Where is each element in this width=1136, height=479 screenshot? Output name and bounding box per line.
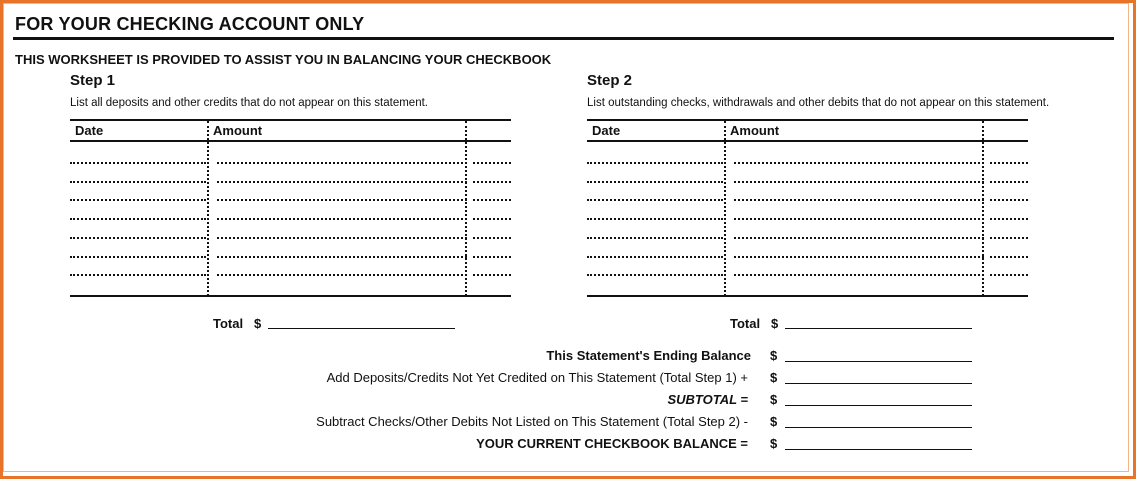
step2-entry-line[interactable] [734, 237, 984, 239]
step1-entry-line[interactable] [473, 162, 511, 164]
add-deposits-label: Add Deposits/Credits Not Yet Credited on This Statement (Total Step 1) + [326, 370, 748, 385]
subtotal-label: SUBTOTAL = [667, 392, 748, 407]
step1-entry-line[interactable] [70, 199, 206, 201]
step2-table-bottom-rule [587, 295, 1028, 297]
step1-total-label: Total [213, 316, 244, 331]
step1-entry-line[interactable] [217, 199, 467, 201]
step2-entry-line[interactable] [734, 256, 984, 258]
step1-amount-header: Amount [213, 123, 263, 138]
step1-table-bottom-rule [70, 295, 511, 297]
step1-entry-line[interactable] [473, 237, 511, 239]
step1-entry-line[interactable] [70, 162, 206, 164]
ending-balance-label: This Statement's Ending Balance [546, 348, 751, 363]
step1-entry-line[interactable] [217, 218, 467, 220]
header-divider [13, 37, 1114, 40]
step1-entry-line[interactable] [217, 256, 467, 258]
step1-total-input-line[interactable] [268, 328, 455, 329]
step2-entry-line[interactable] [990, 237, 1028, 239]
step2-entry-line[interactable] [734, 199, 984, 201]
step1-entry-line[interactable] [70, 237, 206, 239]
step2-col-divider [982, 121, 984, 296]
step1-entry-line[interactable] [217, 237, 467, 239]
step1-entry-line[interactable] [70, 256, 206, 258]
step2-entry-line[interactable] [587, 256, 723, 258]
step2-entry-line[interactable] [587, 218, 723, 220]
step2-table-top-rule [587, 119, 1028, 121]
step2-entry-line[interactable] [990, 256, 1028, 258]
step2-entry-line[interactable] [734, 181, 984, 183]
page-title: FOR YOUR CHECKING ACCOUNT ONLY [15, 14, 365, 34]
step2-entry-line[interactable] [587, 162, 723, 164]
step1-entry-line[interactable] [70, 274, 206, 276]
step2-entry-line[interactable] [990, 274, 1028, 276]
subtract-debits-currency: $ [770, 414, 778, 429]
subtotal-input-line[interactable] [785, 405, 972, 406]
step2-total-input-line[interactable] [785, 328, 972, 329]
step2-amount-header: Amount [730, 123, 780, 138]
step2-entry-line[interactable] [587, 181, 723, 183]
step1-entry-line[interactable] [473, 274, 511, 276]
subtract-debits-label: Subtract Checks/Other Debits Not Listed on This Statement (Total Step 2) - [316, 414, 748, 429]
step2-description: List outstanding checks, withdrawals and other debits that do not appear on this statement. [587, 97, 1050, 109]
step1-col-divider [207, 121, 209, 296]
step2-entry-line[interactable] [587, 199, 723, 201]
step2-entry-line[interactable] [734, 218, 984, 220]
step1-entry-line[interactable] [217, 162, 467, 164]
step1-table-top-rule [70, 119, 511, 121]
step1-entry-line[interactable] [217, 181, 467, 183]
step1-col-divider [465, 121, 467, 296]
step2-entry-line[interactable] [734, 162, 984, 164]
step2-header-rule [587, 140, 1028, 142]
step2-entry-line[interactable] [990, 181, 1028, 183]
step2-entry-line[interactable] [734, 274, 984, 276]
ending-balance-input-line[interactable] [785, 361, 972, 362]
step1-entry-line[interactable] [473, 218, 511, 220]
step1-entry-line[interactable] [473, 199, 511, 201]
subtotal-currency: $ [770, 392, 778, 407]
step1-entry-line[interactable] [473, 181, 511, 183]
step2-date-header: Date [592, 123, 621, 138]
step1-title: Step 1 [70, 72, 116, 89]
step1-entry-line[interactable] [70, 181, 206, 183]
add-deposits-input-line[interactable] [785, 383, 972, 384]
step1-entry-line[interactable] [70, 218, 206, 220]
current-balance-input-line[interactable] [785, 449, 972, 450]
current-balance-currency: $ [770, 436, 778, 451]
step2-title: Step 2 [587, 72, 633, 89]
step1-entry-line[interactable] [473, 256, 511, 258]
worksheet-intro: THIS WORKSHEET IS PROVIDED TO ASSIST YOU IN BALANCING YOUR CHECKBOOK [15, 52, 552, 67]
subtract-debits-input-line[interactable] [785, 427, 972, 428]
step2-entry-line[interactable] [587, 274, 723, 276]
step2-total-label: Total [730, 316, 761, 331]
step2-entry-line[interactable] [990, 199, 1028, 201]
step2-entry-line[interactable] [990, 162, 1028, 164]
step1-description: List all deposits and other credits that do not appear on this statement. [70, 97, 428, 109]
step1-date-header: Date [75, 123, 104, 138]
current-balance-label: YOUR CURRENT CHECKBOOK BALANCE = [476, 436, 748, 451]
step2-entry-line[interactable] [990, 218, 1028, 220]
step1-entry-line[interactable] [217, 274, 467, 276]
step2-col-divider [724, 121, 726, 296]
step2-total-currency: $ [771, 316, 779, 331]
add-deposits-currency: $ [770, 370, 778, 385]
ending-balance-currency: $ [770, 348, 778, 363]
step2-entry-line[interactable] [587, 237, 723, 239]
step1-total-currency: $ [254, 316, 262, 331]
step1-header-rule [70, 140, 511, 142]
